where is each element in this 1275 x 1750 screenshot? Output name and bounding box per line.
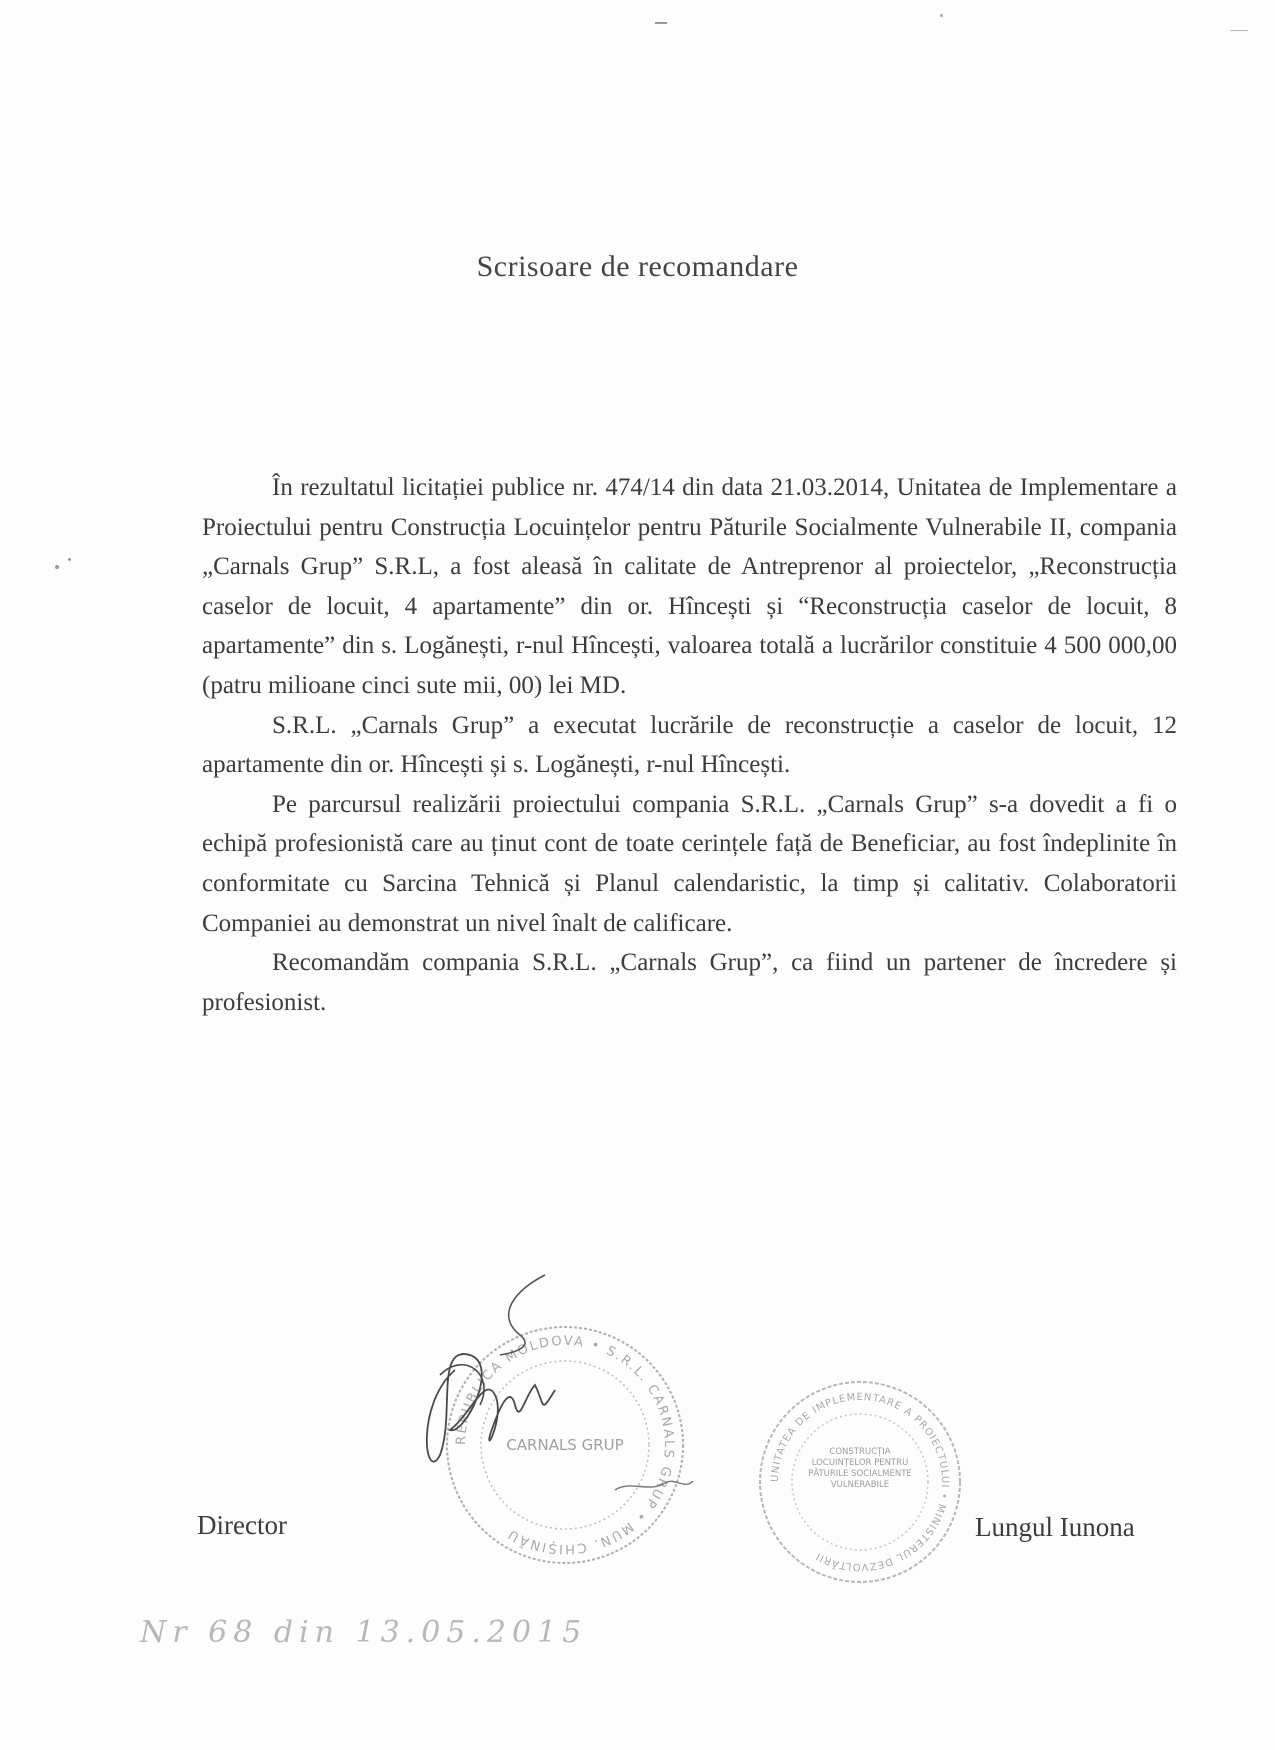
paragraph-4: Recomandăm compania S.R.L. „Carnals Grup”, ca fiind un partener de încredere și profesionist. — [202, 949, 1177, 1016]
signature-name: Lungul Iunona — [975, 1512, 1135, 1542]
company-stamp-ring-text: REPUBLICA MOLDOVA • S.R.L. CARNALS GRUP • MUN. CHIȘINĂU — [453, 1333, 677, 1557]
scan-speck — [1230, 30, 1248, 31]
scan-speck — [68, 558, 71, 561]
scan-speck — [655, 22, 667, 24]
signature-role: Director — [197, 1510, 287, 1540]
document-body — [202, 468, 1177, 1022]
company-stamp-center-text: CARNALS GRUP — [506, 1436, 624, 1454]
paragraph-2: S.R.L. „Carnals Grup” a executat lucrările de reconstrucție a caselor de locuit, 12 apartamente din or. Hîncești și s. Logănești, r-nul Hîncești. — [202, 711, 1177, 779]
scan-speck — [940, 14, 943, 17]
paragraph-1: În rezultatul licitației publice nr. 474/14 din data 21.03.2014, Unitatea de Implementare a Proiectului pentru Construcția Locuințelor pentru Păturile Socialmente Vulnerabile II, compania „Carnals Grup” S.R.L, a fost aleasă în calitate de Antreprenor al proiectelor, „Reconstrucția caselor de locuit, 4 apartamente” din or. Hîncești și “Reconstrucția caselor de locuit, 8 apartamente” din s. Logănești, r-nul Hîncești, valoarea totală a lucrărilor constituie 4 500 000,00 (patru milioane cinci sute mii, 00) lei MD. — [202, 474, 1177, 699]
scan-speck — [55, 565, 59, 569]
document-title: Scrisoare de recomandare — [476, 250, 799, 283]
signature-row — [0, 1510, 1275, 1560]
unit-stamp-center-text: CONSTRUCȚIA LOCUINȚELOR PENTRU PĂTURILE SOCIALMENTE VULNERABILE — [808, 1447, 912, 1490]
unit-stamp-ring-text: UNITATEA DE IMPLEMENTARE A PROIECTULUI • MINISTERUL DEZVOLTĂRII — [769, 1391, 951, 1573]
director-signature — [395, 1255, 695, 1505]
registration-note: Nr 68 din 13.05.2015 — [140, 1615, 588, 1650]
paragraph-3: Pe parcursul realizării proiectului compania S.R.L. „Carnals Grup” s-a dovedit a fi o echipă profesionistă care au ținut cont de toate cerințele față de Beneficiar, au fost îndeplinite în conformitate cu Sarcina Tehnică și Planul calendaristic, la timp și calitativ. Colaboratorii Companiei au demonstrat un nivel înalt de calificare. — [202, 790, 1177, 937]
